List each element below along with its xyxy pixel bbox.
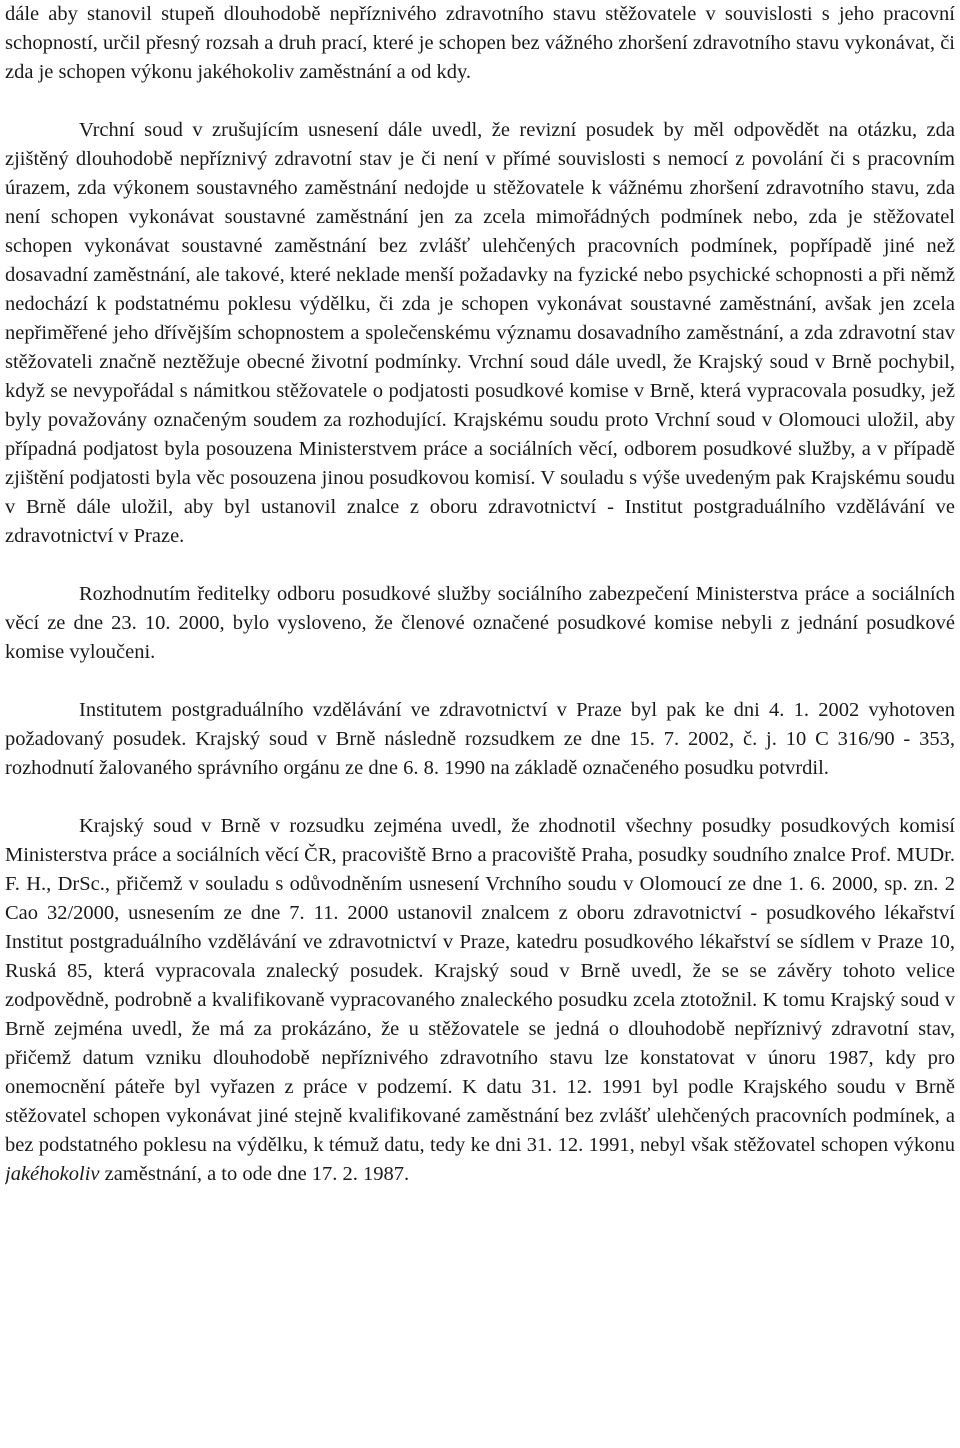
paragraph-appellate-court-instructions: Vrchní soud v zrušujícím usnesení dále uvedl, že revizní posudek by měl odpovědět na otázku, zda zjištěný dlouhodobě nepříznivý zdravotní stav je či není v přímé souvislosti s nemocí z povolání či s pracovním úrazem, zda výkonem soustavného zaměstnání nedojde u stěžovatele k vážnému zhoršení zdravotního stavu, zda není schopen vykonávat soustavné zaměstnání jen za zcela mimořádných podmínek nebo, zda je stěžovatel schopen vykonávat soustavné zaměstnání bez zvlášť ulehčených pracovních podmínek, popřípadě jiné než dosavadní zaměstnání, ale takové, které neklade menší požadavky na fyzické nebo psychické schopnosti a při němž nedochází k podstatnému poklesu výdělku, či zda je schopen vykonávat soustavné zaměstnání, avšak jen zcela nepřiměřené jeho dřívějším schopnostem a společenskému významu dosavadního zaměstnání, a zda zdravotní stav stěžovateli značně neztěžuje obecné životní podmínky. Vrchní soud dále uvedl, že Krajský soud v Brně pochybil, když se nevypořádal s námitkou stěžovatele o podjatosti posudkové komise v Brně, která vypracovala posudky, jež byly považovány označeným soudem za rozhodující. Krajskému soudu proto Vrchní soud v Olomouci uložil, aby případná podjatost byla posouzena Ministerstvem práce a sociálních věcí, odborem posudkové služby, a v případě zjištění podjatosti byla věc posouzena jinou posudkovou komisí. V souladu s výše uvedeným pak Krajskému soudu v Brně dále uložil, aby byl ustanovil znalce z oboru zdravotnictví - Institut postgraduálního vzdělávání ve zdravotnictví v Praze. xyxy=(5,119,955,547)
judgment-text-before: Krajský soud v Brně v rozsudku zejména uvedl, že zhodnotil všechny posudky posudkových komisí Ministerstva práce a sociálních věcí ČR, pracoviště Brno a pracoviště Praha, posudky soudního znalce Prof. MUDr. F. H., DrSc., přičemž v souladu s odůvodněním usnesení Vrchního soudu v Olomoucí ze dne 1. 6. 2000, sp. zn. 2 Cao 32/2000, usnesením ze dne 7. 11. 2000 ustanovil znalcem z oboru zdravotnictví - posudkového lékařství Institut postgraduálního vzdělávání ve zdravotnictví v Praze, katedru posudkového lékařství se sídlem v Praze 10, Ruská 85, která vypracovala znalecký posudek. Krajský soud v Brně uvedl, že se se závěry tohoto velice zodpovědně, podrobně a kvalifikovaně vypracovaného znaleckého posudku zcela ztotožnil. K tomu Krajský soud v Brně zejména uvedl, že má za prokázáno, že u stěžovatele se jedná o dlouhodobě nepříznivý zdravotní stav, přičemž datum vzniku dlouhodobě nepříznivého zdravotního stavu lze konstatovat v únoru 1987, kdy pro onemocnění páteře byl vyřazen z práce v podzemí. K datu 31. 12. 1991 byl podle Krajského soudu v Brně stěžovatel schopen vykonávat jiné stejně kvalifikované zaměstnání bez zvlášť ulehčených pracovních podmínek, a bez podstatného poklesu na výdělku, k témuž datu, tedy ke dni 31. 12. 1991, nebyl však stěžovatel schopen výkonu xyxy=(5,815,955,1156)
judgment-emphasis: jakéhokoliv xyxy=(5,1163,100,1185)
judgment-text-after: zaměstnání, a to ode dne 17. 2. 1987. xyxy=(99,1163,410,1185)
paragraph-continuation: dále aby stanovil stupeň dlouhodobě nepříznivého zdravotního stavu stěžovatele v souvislosti s jeho pracovní schopností, určil přesný rozsah a druh prací, které je schopen bez vážného zhoršení zdravotního stavu vykonávat, či zda je schopen výkonu jakéhokoliv zaměstnání a od kdy. xyxy=(5,3,955,83)
paragraph-regional-court-judgment xyxy=(5,812,955,1189)
document-page xyxy=(5,0,955,1448)
paragraph-expert-opinion: Institutem postgraduálního vzdělávání ve zdravotnictví v Praze byl pak ke dni 4. 1. 2002 vyhotoven požadovaný posudek. Krajský soud v Brně následně rozsudkem ze dne 15. 7. 2002, č. j. 10 C 316/90 - 353, rozhodnutí žalovaného správního orgánu ze dne 6. 8. 1990 na základě označeného posudku potvrdil. xyxy=(5,699,955,779)
paragraph-ministry-decision: Rozhodnutím ředitelky odboru posudkové služby sociálního zabezpečení Ministerstva práce a sociálních věcí ze dne 23. 10. 2000, bylo vysloveno, že členové označené posudkové komise nebyli z jednání posudkové komise vyloučeni. xyxy=(5,583,955,663)
